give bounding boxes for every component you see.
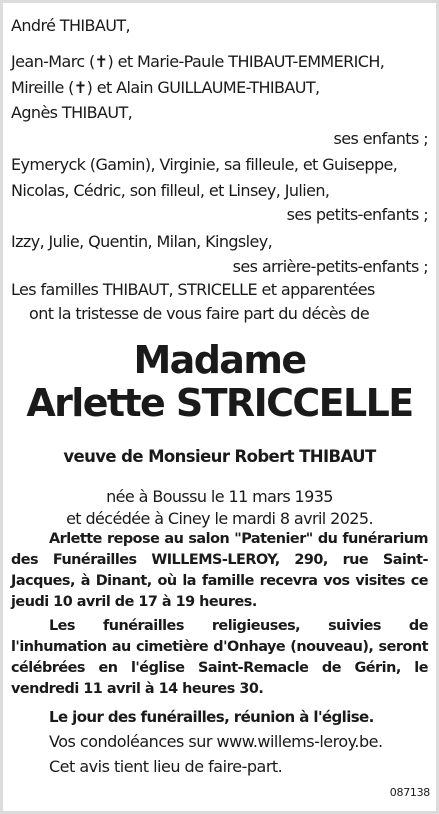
children-label: ses enfants ;	[333, 129, 428, 148]
great-grandchildren-label: ses arrière-petits-enfants ;	[232, 257, 428, 276]
family-line-agnes: Agnès THIBAUT,	[11, 103, 133, 122]
death-info: et décédée à Ciney le mardi 8 avril 2025.	[66, 509, 373, 528]
birth-info: née à Boussu le 11 mars 1935	[106, 487, 333, 506]
great-grandchildren-line: Izzy, Julie, Quentin, Milan, Kingsley,	[11, 232, 273, 251]
meeting-line: Le jour des funérailles, réunion à l'église.	[49, 708, 374, 726]
family-line-mireille: Mireille (✝) et Alain GUILLAUME-THIBAUT,	[11, 78, 320, 97]
grandchildren-line-1: Eymeryck (Gamin), Virginie, sa filleule, et Guiseppe,	[11, 155, 398, 174]
family-line-andre: André THIBAUT,	[11, 16, 131, 35]
obituary-notice	[3, 3, 436, 811]
reference-number: 087138	[389, 786, 430, 799]
notice-line: Cet avis tient lieu de faire-part.	[49, 757, 283, 776]
visitation-paragraph: Arlette repose au salon "Patenier" du funérarium des Funérailles WILLEMS-LEROY, 290, rue Saint-Jacques, à Dinant, où la famille recevra vos visites ce jeudi 10 avril de 17 à 19 heures.	[11, 531, 428, 610]
deceased-title: Madame	[133, 338, 306, 382]
announcement-line: ont la tristesse de vous faire part du décès de	[29, 304, 370, 323]
grandchildren-label: ses petits-enfants ;	[286, 205, 428, 224]
deceased-name: Arlette STRICCELLE	[26, 381, 413, 425]
condolences-line: Vos condoléances sur www.willems-leroy.be.	[49, 732, 383, 751]
grandchildren-line-2: Nicolas, Cédric, son filleul, et Linsey, Julien,	[11, 181, 330, 200]
funeral-paragraph: Les funérailles religieuses, suivies de l'inhumation au cimetière d'Onhaye (nouveau), seront célébrées en l'église Saint-Remacle de Gérin, le vendredi 11 avril à 14 heures 30.	[11, 618, 428, 697]
family-line-jean-marc: Jean-Marc (✝) et Marie-Paule THIBAUT-EMMERICH,	[11, 52, 385, 71]
widow-of: veuve de Monsieur Robert THIBAUT	[63, 447, 376, 466]
families-line: Les familles THIBAUT, STRICELLE et apparentées	[11, 280, 375, 299]
